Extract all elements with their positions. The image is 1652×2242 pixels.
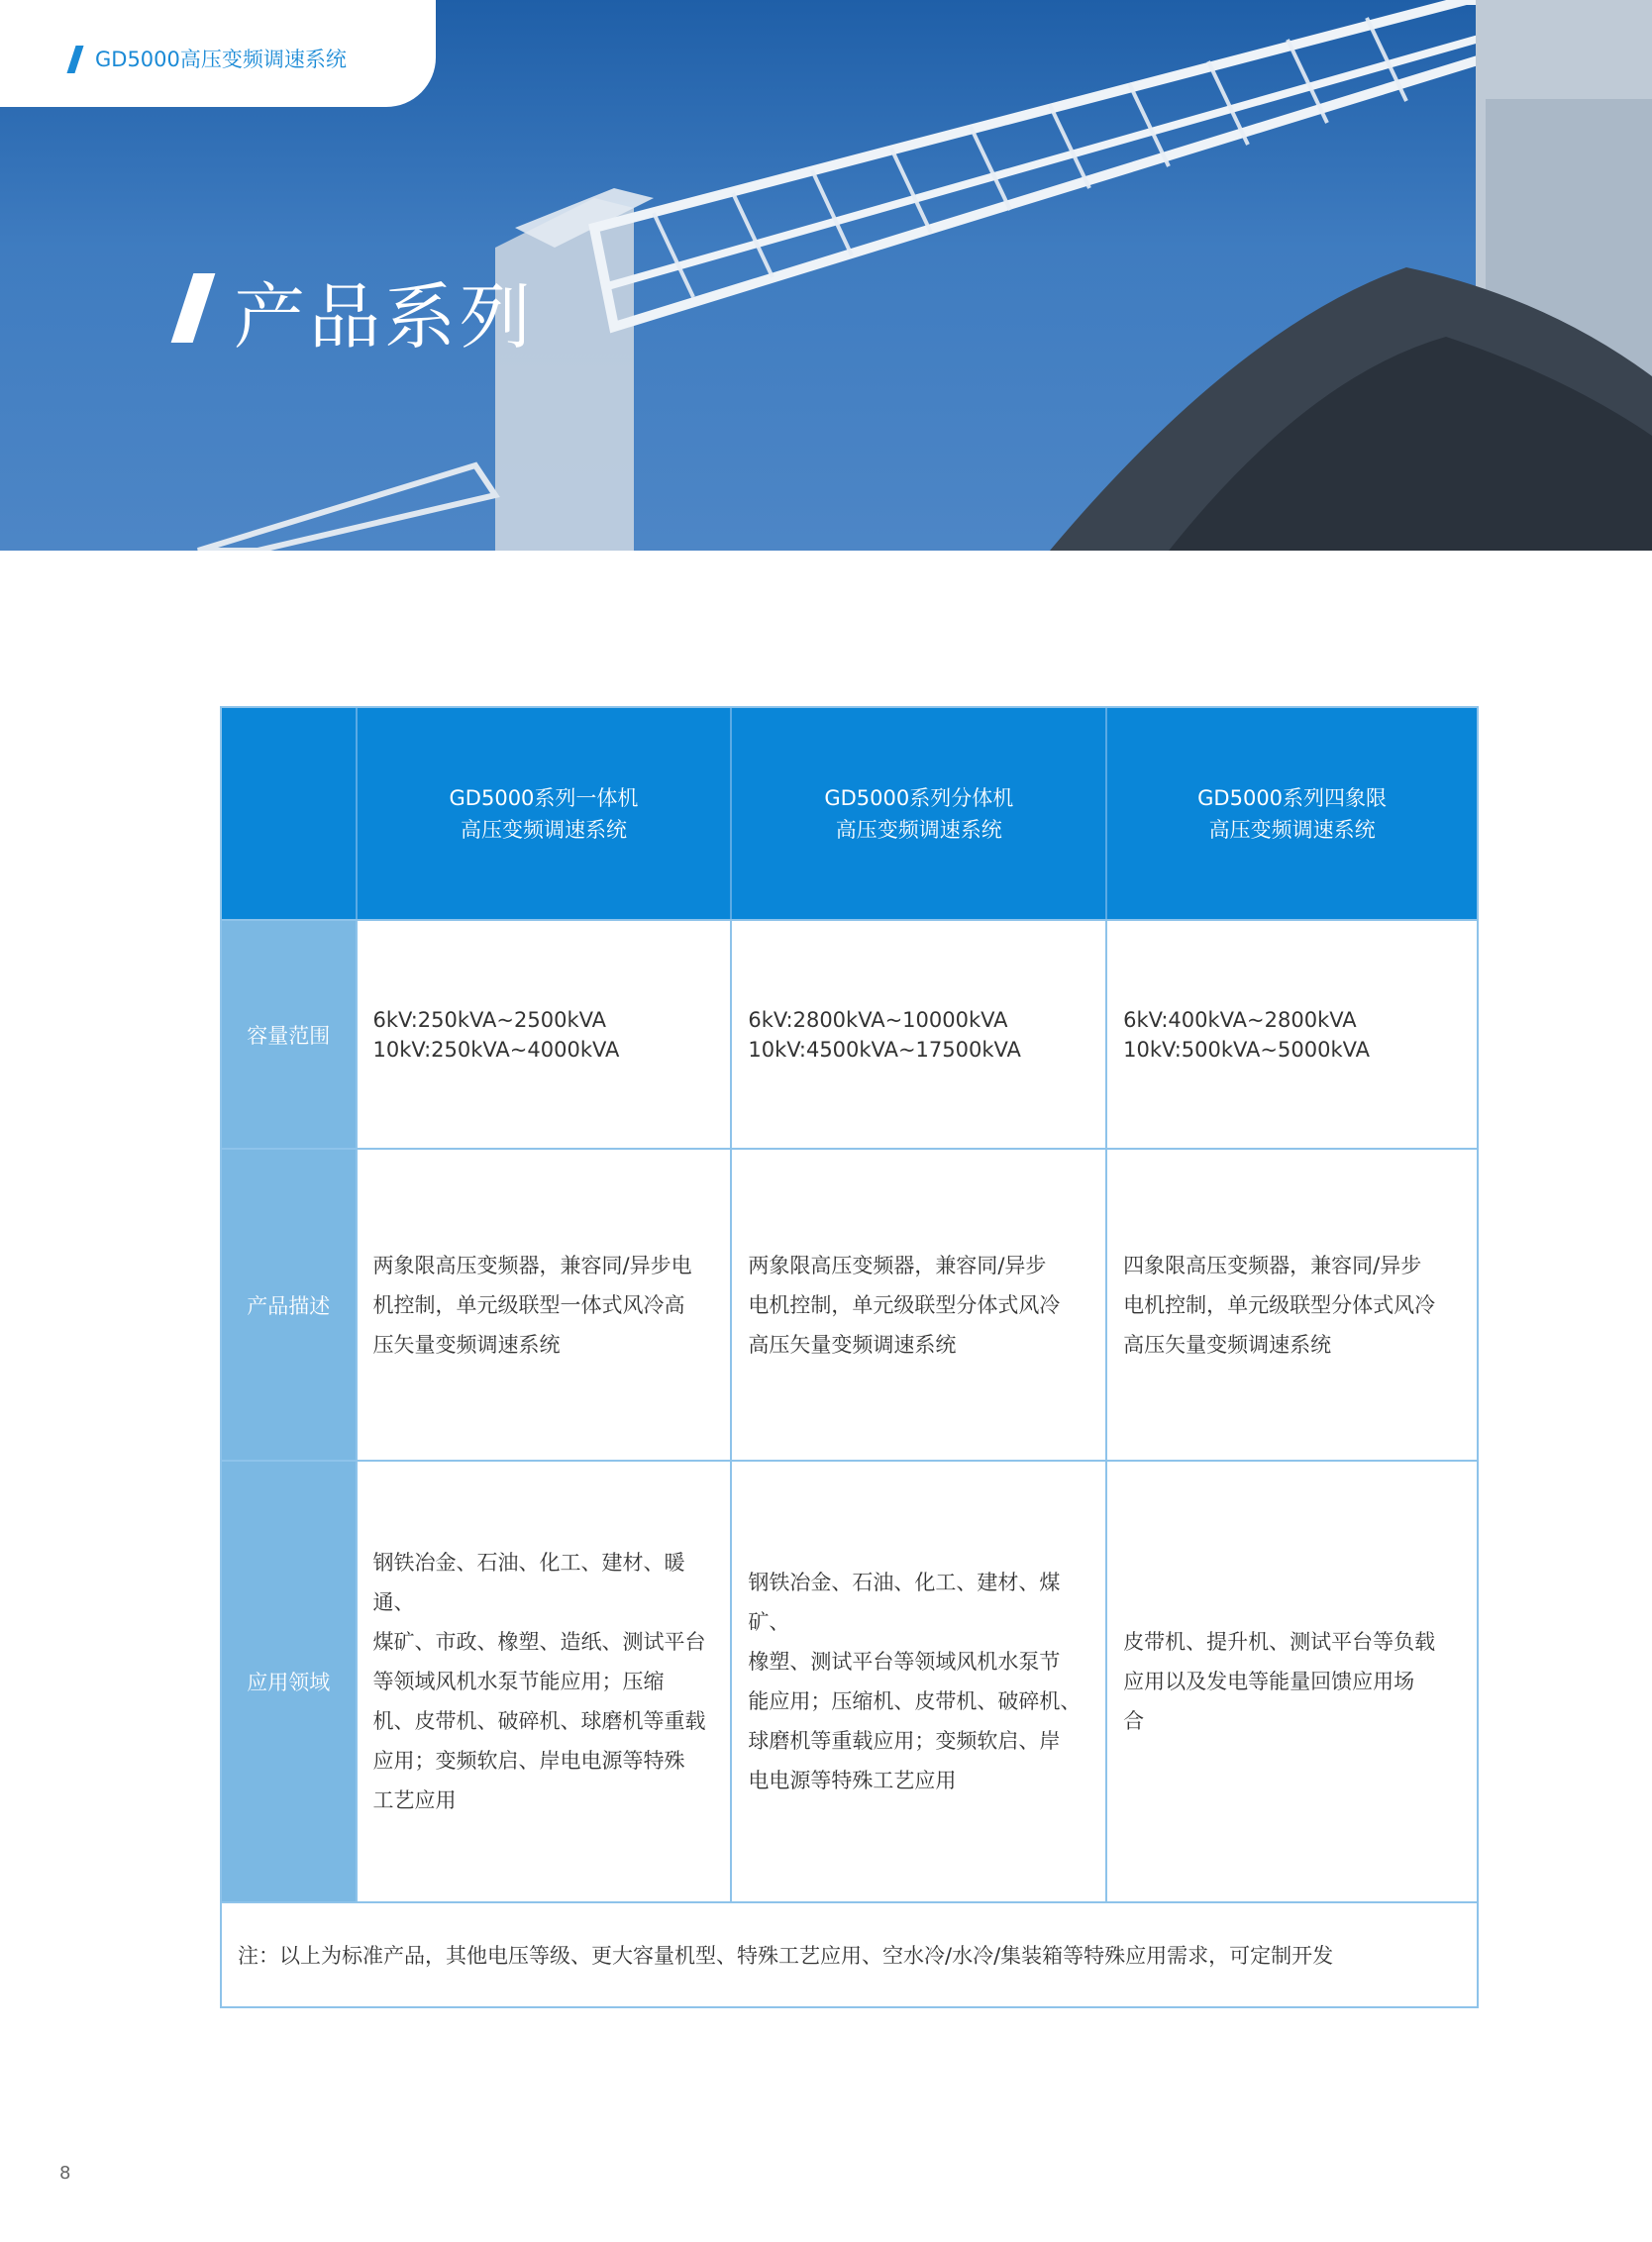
slash-icon (66, 46, 83, 73)
column-header-line: 高压变频调速系统 (1208, 817, 1376, 842)
cell-line: 合 (1123, 1709, 1145, 1733)
description-cell (1107, 1150, 1477, 1460)
cell-line: 球磨机等重载应用；变频软启、岸 (748, 1729, 1061, 1753)
row-label-description: 产品描述 (222, 1150, 358, 1460)
tower-left (495, 198, 634, 551)
column-header-four-quadrant (1107, 708, 1477, 919)
cell-line: 橡塑、测试平台等领域风机水泵节 (748, 1650, 1061, 1674)
row-label-application: 应用领域 (222, 1462, 358, 1901)
table-note: 注：以上为标准产品，其他电压等级、更大容量机型、特殊工艺应用、空水冷/水冷/集装箱等特殊应用需求，可定制开发 (238, 1944, 1334, 1968)
application-cell (732, 1462, 1107, 1901)
table-note-row (222, 1903, 1477, 2006)
cell-line: 工艺应用 (372, 1788, 457, 1812)
capacity-cell (1107, 921, 1477, 1148)
product-series-table (220, 706, 1479, 2008)
cell-line: 机控制，单元级联型一体式风冷高 (372, 1292, 685, 1317)
column-header-line: 高压变频调速系统 (835, 817, 1002, 842)
capacity-cell (732, 921, 1107, 1148)
column-header-line: 高压变频调速系统 (460, 817, 627, 842)
column-header-line: GD5000系列分体机 (824, 785, 1014, 810)
cell-line: 压矢量变频调速系统 (372, 1332, 561, 1357)
cell-line: 6kV:250kVA~2500kVA (372, 1007, 607, 1032)
table-header-row (222, 708, 1477, 921)
page-number: 8 (59, 2163, 71, 2184)
cell-line: 两象限高压变频器，兼容同/异步 (748, 1253, 1047, 1277)
cell-line: 10kV:250kVA~4000kVA (372, 1037, 620, 1062)
cell-line: 应用以及发电等能量回馈应用场 (1123, 1670, 1415, 1693)
description-cell (732, 1150, 1107, 1460)
cell-line: 电机控制，单元级联型分体式风冷 (748, 1292, 1061, 1317)
cell-line: 皮带机、提升机、测试平台等负载 (1123, 1630, 1436, 1654)
cell-line: 高压矢量变频调速系统 (748, 1332, 957, 1357)
header-tab (0, 0, 436, 107)
page-title: 产品系列 (234, 275, 536, 358)
cell-line: 钢铁冶金、石油、化工、建材、煤矿、 (748, 1571, 1061, 1634)
cell-line: 机、皮带机、破碎机、球磨机等重载 (372, 1709, 706, 1733)
cell-line: 10kV:500kVA~5000kVA (1123, 1037, 1370, 1062)
cell-line: 钢铁冶金、石油、化工、建材、暖通、 (372, 1551, 685, 1614)
cell-line: 能应用；压缩机、皮带机、破碎机、 (748, 1689, 1082, 1713)
column-header-integrated (358, 708, 733, 919)
cell-line: 电机控制，单元级联型分体式风冷 (1123, 1292, 1436, 1317)
cell-line: 6kV:2800kVA~10000kVA (748, 1007, 1008, 1032)
cell-line: 10kV:4500kVA~17500kVA (748, 1037, 1021, 1062)
header-corner (222, 708, 358, 919)
table-row-capacity (222, 921, 1477, 1150)
table-row-description (222, 1150, 1477, 1462)
column-header-split (732, 708, 1107, 919)
capacity-cell (358, 921, 733, 1148)
row-label-capacity: 容量范围 (222, 921, 358, 1148)
cell-line: 应用；变频软启、岸电电源等特殊 (372, 1749, 685, 1773)
description-cell (358, 1150, 733, 1460)
cell-line: 6kV:400kVA~2800kVA (1123, 1007, 1357, 1032)
column-header-line: GD5000系列一体机 (449, 785, 639, 810)
cell-line: 等领域风机水泵节能应用；压缩 (372, 1670, 665, 1693)
application-cell (358, 1462, 733, 1901)
cell-line: 两象限高压变频器，兼容同/异步电 (372, 1253, 692, 1277)
cell-line: 高压矢量变频调速系统 (1123, 1332, 1332, 1357)
cell-line: 煤矿、市政、橡塑、造纸、测试平台 (372, 1630, 706, 1654)
hero-banner (0, 0, 1652, 551)
cell-line: 四象限高压变频器，兼容同/异步 (1123, 1253, 1422, 1277)
table-row-application (222, 1462, 1477, 1903)
column-header-line: GD5000系列四象限 (1197, 785, 1388, 810)
header-tab-label: GD5000高压变频调速系统 (95, 48, 347, 71)
cell-line: 电电源等特殊工艺应用 (748, 1769, 957, 1792)
application-cell (1107, 1462, 1477, 1901)
